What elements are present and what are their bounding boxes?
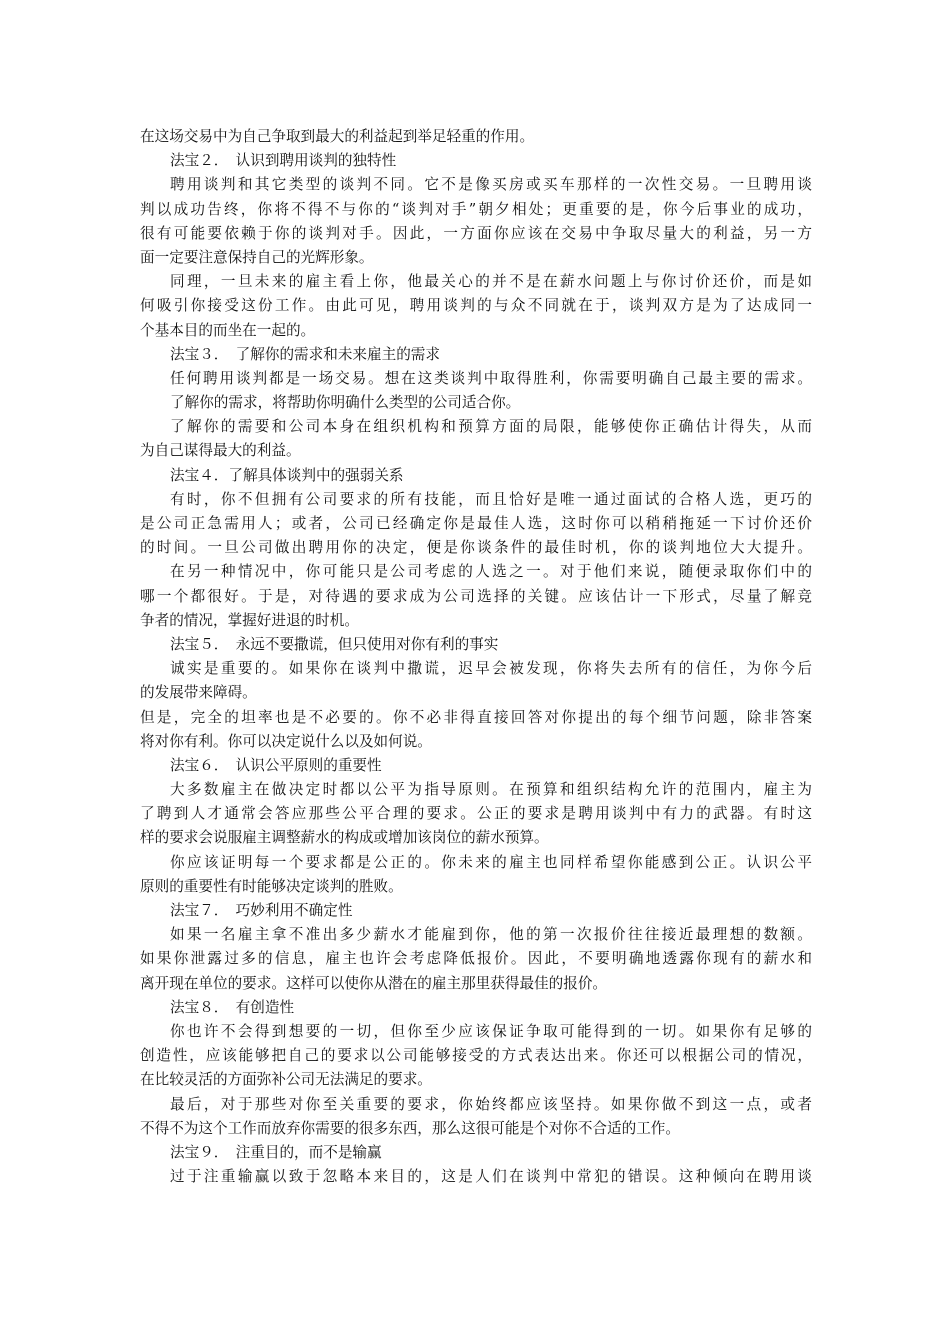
section-heading: 法宝９． 注重目的，而不是输赢: [170, 1143, 382, 1161]
text-line: 的时间。一旦公司做出聘用你的决定，便是你谈条件的最佳时机，你的谈判地位大大提升。: [140, 539, 812, 557]
text-line: 个基本目的而坐在一起的。: [140, 321, 316, 339]
section-heading: 法宝４．了解具体谈判中的强弱关系: [170, 466, 404, 484]
text-line: 有时，你不但拥有公司要求的所有技能，而且恰好是唯一通过面试的合格人选，更巧的: [170, 490, 812, 508]
text-line: 的发展带来障碍。: [140, 684, 257, 702]
document-body: [140, 125, 812, 1189]
section-heading: 法宝８． 有创造性: [170, 998, 295, 1016]
text-line: 是公司正急需用人；或者，公司已经确定你是最佳人选，这时你可以稍稍拖延一下讨价还价: [140, 515, 812, 532]
text-line: 在另一种情况中，你可能只是公司考虑的人选之一。对于他们来说，随便录取你们中的: [170, 563, 812, 581]
text-line: 在这场交易中为自己争取到最大的利益起到举足轻重的作用。: [140, 128, 535, 145]
text-line: 争者的情况，掌握好进退的时机。: [140, 611, 359, 629]
text-line: 很有可能要依赖于你的谈判对手。因此，一方面你应该在交易中争取尽量大的利益，另一方: [140, 224, 812, 242]
section-heading: 法宝２． 认识到聘用谈判的独特性: [170, 152, 397, 170]
text-line: 你应该证明每一个要求都是公正的。你未来的雇主也同样希望你能感到公正。认识公平: [170, 853, 812, 871]
text-line: 在比较灵活的方面弥补公司无法满足的要求。: [140, 1071, 432, 1089]
section-heading: 法宝５． 永远不要撒谎，但只使用对你有利的事实: [170, 635, 499, 653]
text-line: 大多数雇主在做决定时都以公平为指导原则。在预算和组织结构允许的范围内，雇主为: [170, 781, 812, 799]
text-line: 不得不为这个工作而放弃你需要的很多东西，那么这很可能是个对你不合适的工作。: [140, 1119, 680, 1137]
text-line: 哪一个都很好。于是，对待遇的要求成为公司选择的关键。应该估计一下形式，尽量了解竞: [140, 587, 812, 605]
text-line: 任何聘用谈判都是一场交易。想在这类谈判中取得胜利，你需要明确自己最主要的需求。: [170, 369, 812, 387]
text-line: 聘用谈判和其它类型的谈判不同。它不是像买房或买车那样的一次性交易。一旦聘用谈: [170, 176, 812, 194]
text-line: 你也许不会得到想要的一切，但你至少应该保证争取可能得到的一切。如果你有足够的: [170, 1022, 812, 1040]
text-line: 判以成功告终，你将不得不与你的“谈判对手”朝夕相处；更重要的是，你今后事业的成功，: [140, 200, 812, 218]
text-line: 诚实是重要的。如果你在谈判中撒谎，迟早会被发现，你将失去所有的信任，为你今后: [170, 660, 812, 678]
text-line: 如果一名雇主拿不准出多少薪水才能雇到你，他的第一次报价往往接近最理想的数额。: [170, 926, 812, 944]
text-line: 了聘到人才通常会答应那些公平合理的要求。公正的要求是聘用谈判中有力的武器。有时这: [140, 805, 812, 823]
text-line: 为自己谋得最大的利益。: [140, 442, 301, 460]
text-line: 何吸引你接受这份工作。由此可见，聘用谈判的与众不同就在于，谈判双方是为了达成同一: [140, 297, 812, 315]
text-line: 最后，对于那些对你至关重要的要求，你始终都应该坚持。如果你做不到这一点，或者: [170, 1095, 812, 1113]
text-line: 过于注重输赢以致于忽略本来目的，这是人们在谈判中常犯的错误。这种倾向在聘用谈: [170, 1168, 812, 1186]
text-line: 将对你有利。你可以决定说什么以及如何说。: [140, 732, 432, 750]
text-line: 如果你泄露过多的信息，雇主也许会考虑降低报价。因此，不要明确地透露你现有的薪水和: [140, 950, 812, 968]
text-line: 了解你的需要和公司本身在组织机构和预算方面的局限，能够使你正确估计得失，从而: [170, 418, 812, 436]
section-heading: 法宝６． 认识公平原则的重要性: [170, 756, 382, 774]
text-line: 同理，一旦未来的雇主看上你，他最关心的并不是在薪水问题上与你讨价还价，而是如: [170, 273, 812, 291]
section-heading: 法宝７． 巧妙利用不确定性: [170, 902, 353, 919]
text-line: 样的要求会说服雇主调整薪水的构成或增加该岗位的薪水预算。: [140, 829, 549, 847]
section-heading: 法宝３． 了解你的需求和未来雇主的需求: [170, 345, 440, 363]
text-line: 了解你的需求，将帮助你明确什么类型的公司适合你。: [170, 394, 521, 412]
text-line: 创造性，应该能够把自己的要求以公司能够接受的方式表达出来。你还可以根据公司的情况，: [140, 1047, 812, 1065]
text-line: 原则的重要性有时能够决定谈判的胜败。: [140, 877, 403, 895]
text-line: 离开现在单位的要求。这样可以使你从潜在的雇主那里获得最佳的报价。: [140, 974, 608, 992]
text-line: 但是，完全的坦率也是不必要的。你不必非得直接回答对你提出的每个细节问题，除非答案: [140, 708, 812, 726]
text-line: 面一定要注意保持自己的光辉形象。: [140, 248, 374, 266]
